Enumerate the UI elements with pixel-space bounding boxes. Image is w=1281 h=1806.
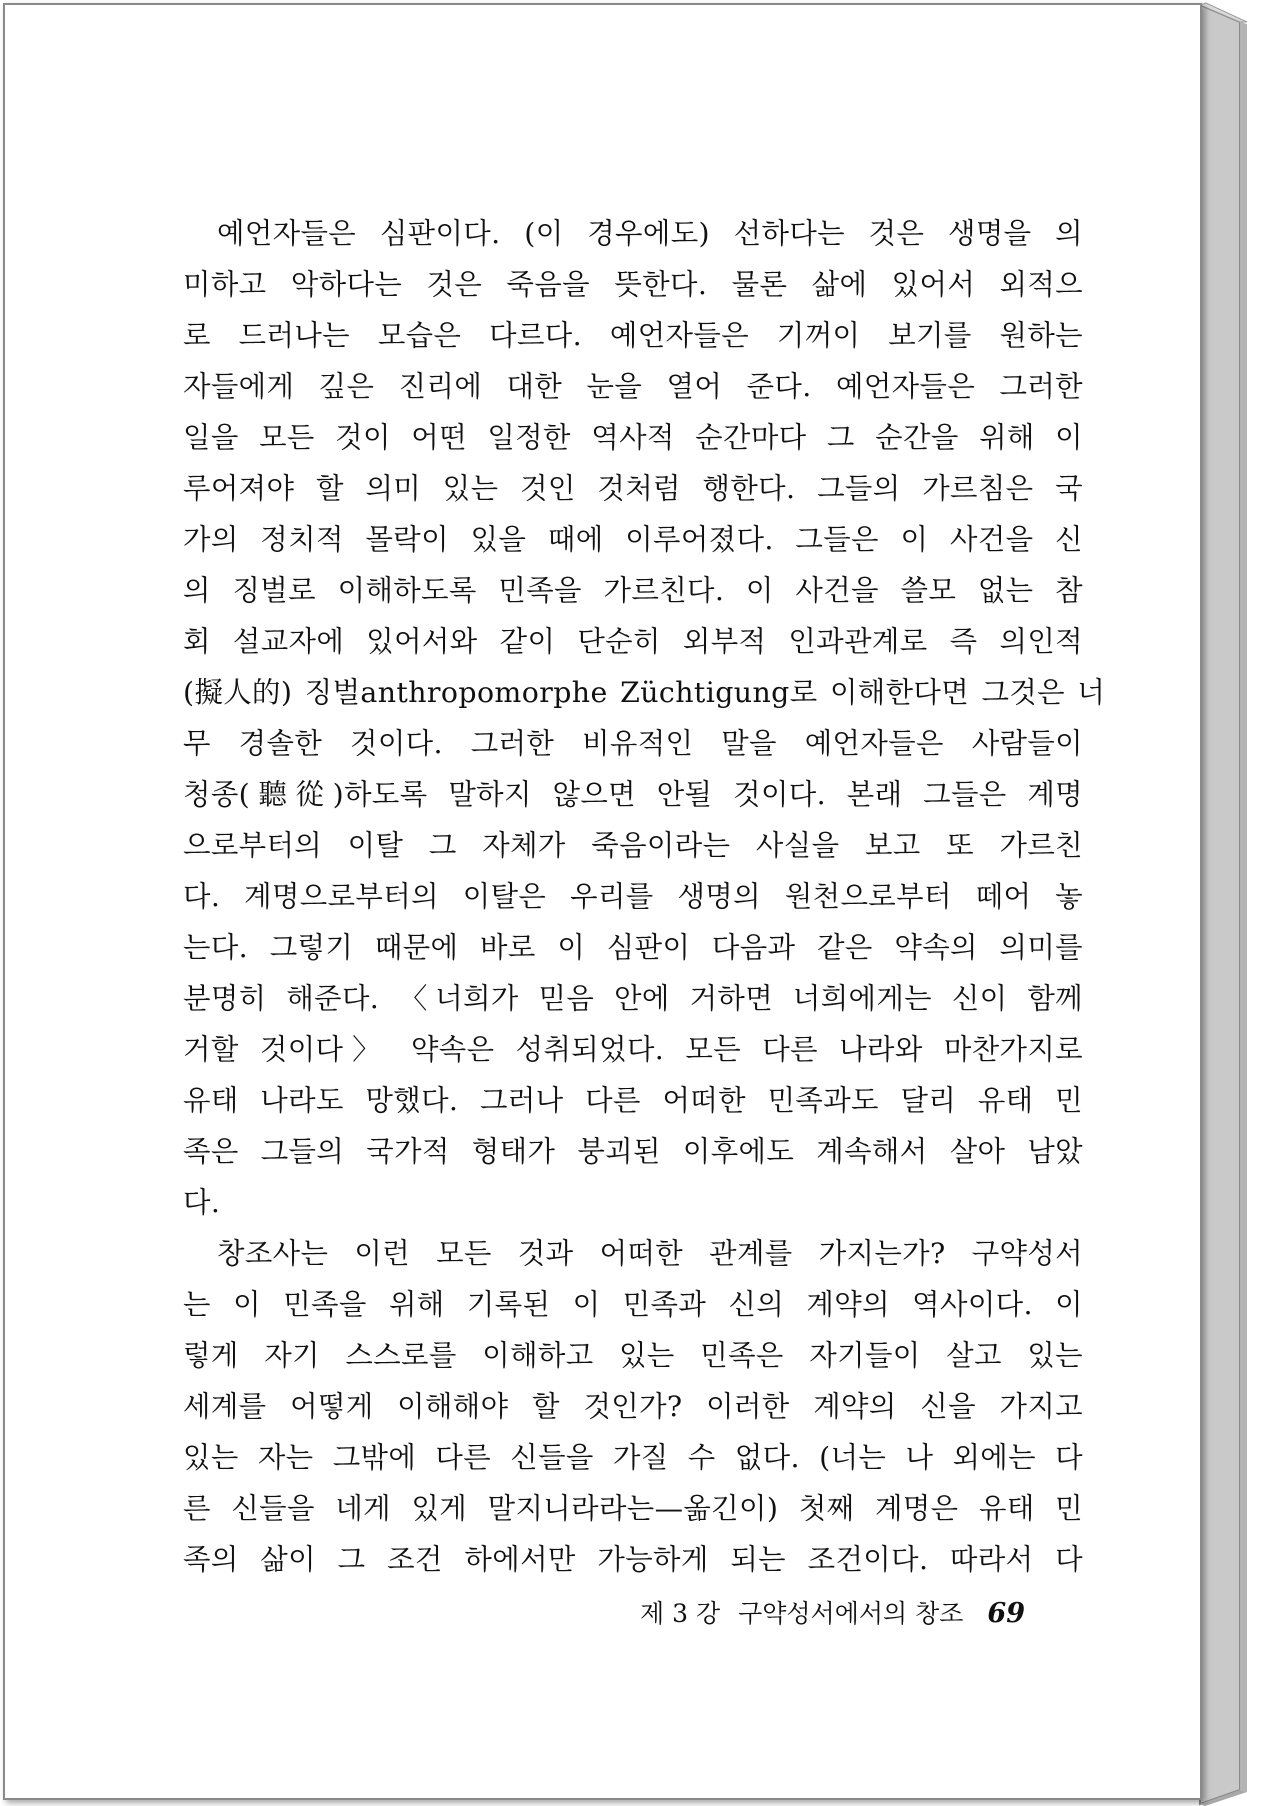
text-line: 는다. 그렇기 때문에 바로 이 심판이 다음과 같은 약속의 의미를 xyxy=(183,931,1083,964)
body-text xyxy=(183,208,1106,1585)
text-line: 자들에게 깊은 진리에 대한 눈을 열어 준다. 예언자들은 그러한 xyxy=(183,370,1083,403)
text-line: 미하고 악하다는 것은 죽음을 뜻한다. 물론 삶에 있어서 외적으 xyxy=(183,268,1083,301)
text-line: (擬人的) 징벌anthropomorphe Züchtigung로 이해한다면 그것은 너 xyxy=(183,676,1106,709)
text-line: 회 설교자에 있어서와 같이 단순히 외부적 인과관계로 즉 의인적 xyxy=(183,625,1083,658)
text-line: 루어져야 할 의미 있는 것인 것처럼 행한다. 그들의 가르침은 국 xyxy=(183,472,1083,505)
text-line: 일을 모든 것이 어떤 일정한 역사적 순간마다 그 순간을 위해 이 xyxy=(183,421,1083,454)
text-line: 족의 삶이 그 조건 하에서만 가능하게 되는 조건이다. 따라서 다 xyxy=(183,1543,1083,1576)
text-line: 른 신들을 네게 있게 말지니라라는—옮긴이) 첫째 계명은 유태 민 xyxy=(183,1492,1083,1525)
text-line: 분명히 해준다. 〈너희가 믿음 안에 거하면 너희에게는 신이 함께 xyxy=(183,982,1083,1015)
text-line: 세계를 어떻게 이해해야 할 것인가? 이러한 계약의 신을 가지고 xyxy=(183,1390,1083,1423)
text-line: 창조사는 이런 모든 것과 어떠한 관계를 가지는가? 구약성서 xyxy=(217,1237,1083,1270)
text-line: 유태 나라도 망했다. 그러나 다른 어떠한 민족과도 달리 유태 민 xyxy=(183,1084,1083,1117)
text-line: 으로부터의 이탈 그 자체가 죽음이라는 사실을 보고 또 가르친 xyxy=(183,829,1083,862)
text-line: 의 징벌로 이해하도록 민족을 가르친다. 이 사건을 쓸모 없는 참 xyxy=(183,574,1083,607)
text-line: 렇게 자기 스스로를 이해하고 있는 민족은 자기들이 살고 있는 xyxy=(183,1339,1083,1372)
text-line: 는 이 민족을 위해 기록된 이 민족과 신의 계약의 역사이다. 이 xyxy=(183,1288,1083,1321)
footer-chapter: 제 3 강 xyxy=(640,1599,721,1628)
text-line: 예언자들은 심판이다. (이 경우에도) 선하다는 것은 생명을 의 xyxy=(217,217,1083,250)
text-line: 다. 계명으로부터의 이탈은 우리를 생명의 원천으로부터 떼어 놓 xyxy=(183,880,1083,913)
text-line: 청종(聽從)하도록 말하지 않으면 안될 것이다. 본래 그들은 계명 xyxy=(183,778,1083,811)
text-line: 거할 것이다〉 약속은 성취되었다. 모든 다른 나라와 마찬가지로 xyxy=(183,1033,1083,1066)
page-number: 69 xyxy=(987,1598,1025,1629)
text-line: 다. xyxy=(183,1186,221,1219)
footer-title: 구약성서에서의 창조 xyxy=(738,1599,964,1628)
text-line: 로 드러나는 모습은 다르다. 예언자들은 기꺼이 보기를 원하는 xyxy=(183,319,1083,352)
text-line: 무 경솔한 것이다. 그러한 비유적인 말을 예언자들은 사람들이 xyxy=(183,727,1083,760)
text-line: 족은 그들의 국가적 형태가 붕괴된 이후에도 계속해서 살아 남았 xyxy=(183,1135,1083,1168)
text-line: 가의 정치적 몰락이 있을 때에 이루어졌다. 그들은 이 사건을 신 xyxy=(183,523,1083,556)
running-footer xyxy=(640,1594,1060,1634)
text-line: 있는 자는 그밖에 다른 신들을 가질 수 없다. (너는 나 외에는 다 xyxy=(183,1441,1083,1474)
